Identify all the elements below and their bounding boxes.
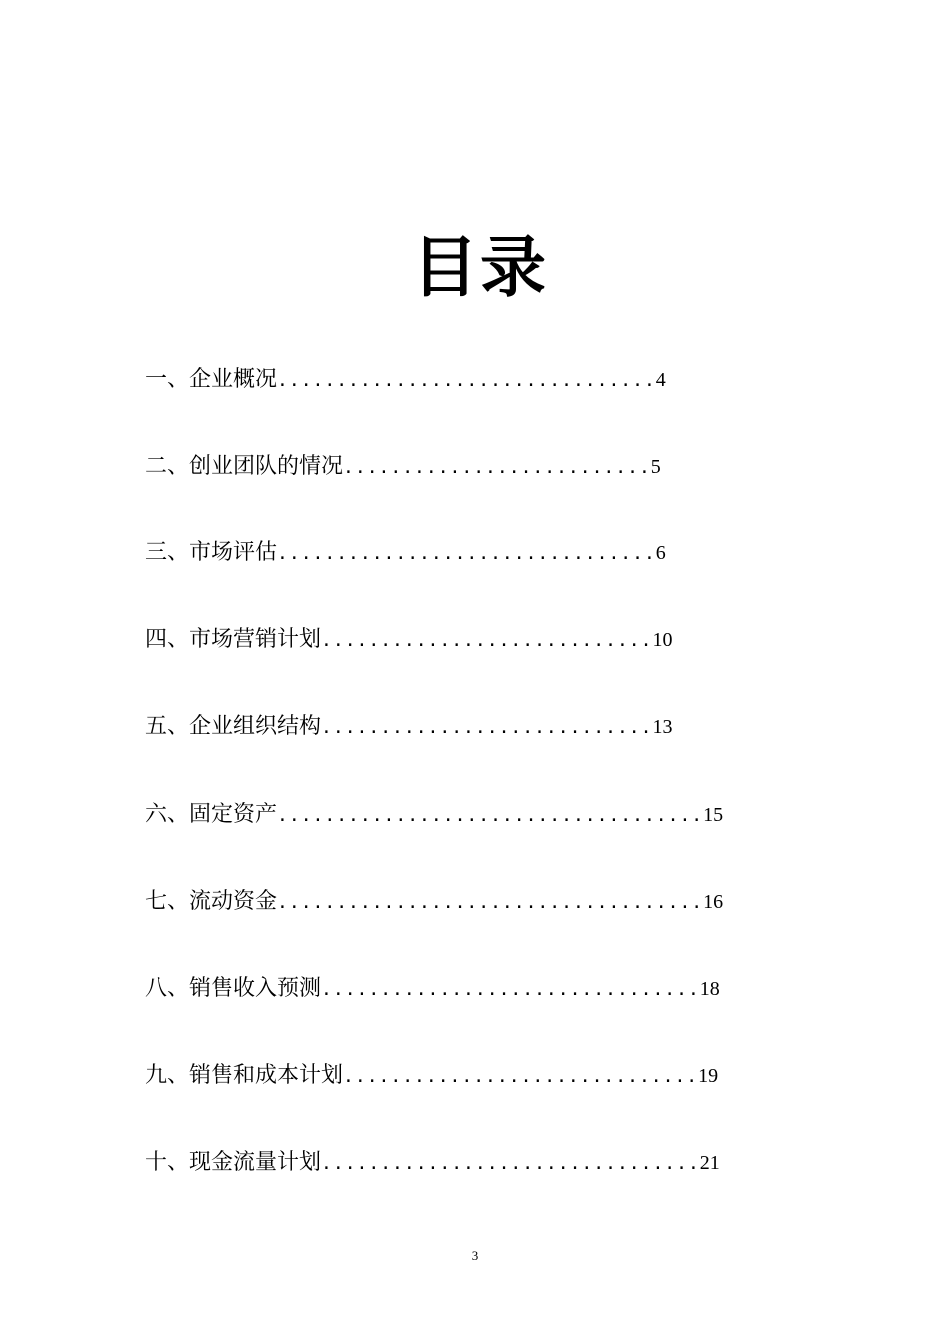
toc-leader-dots: ................................ <box>321 1153 700 1174</box>
toc-leader-dots: .............................. <box>343 1066 699 1087</box>
toc-page-number: 13 <box>652 716 673 738</box>
toc-page-number: 15 <box>703 804 724 826</box>
toc-entry-label: 四、市场营销计划 <box>145 627 322 652</box>
toc-entry-label: 六、固定资产 <box>145 802 278 827</box>
toc-leader-dots: ............................ <box>321 717 653 738</box>
toc-page-number: 6 <box>655 542 666 564</box>
toc-entry[interactable] <box>145 535 666 571</box>
toc-leader-dots: .................................... <box>277 892 704 913</box>
toc-page-number: 10 <box>652 629 673 651</box>
toc-entry-label: 三、市场评估 <box>145 540 278 565</box>
toc-entry-label: 一、企业概况 <box>145 367 278 392</box>
toc-leader-dots: ................................ <box>321 979 700 1000</box>
toc-entry[interactable] <box>145 797 723 833</box>
toc-entry[interactable] <box>145 362 666 398</box>
toc-page-number: 4 <box>655 369 666 391</box>
toc-entry[interactable] <box>145 884 723 920</box>
toc-entry[interactable] <box>145 1145 720 1181</box>
toc-leader-dots: ................................ <box>277 370 656 391</box>
toc-entry[interactable] <box>145 1058 718 1094</box>
toc-page-number: 18 <box>699 978 720 1000</box>
toc-leader-dots: .......................... <box>343 457 651 478</box>
toc-entry-label: 五、企业组织结构 <box>145 714 322 739</box>
toc-entry[interactable] <box>145 449 661 485</box>
toc-entry-label: 十、现金流量计划 <box>145 1150 322 1175</box>
toc-entry-label: 七、流动资金 <box>145 889 278 914</box>
toc-page-number: 5 <box>650 456 661 478</box>
toc-page-number: 21 <box>699 1152 720 1174</box>
toc-entry-label: 九、销售和成本计划 <box>145 1063 344 1088</box>
toc-entry[interactable] <box>145 971 720 1007</box>
toc-leader-dots: ............................ <box>321 630 653 651</box>
toc-entry-label: 八、销售收入预测 <box>145 976 322 1001</box>
page-title: 目录 <box>412 229 548 306</box>
toc-page-number: 19 <box>698 1065 719 1087</box>
toc-entry[interactable] <box>145 622 672 658</box>
toc-leader-dots: ................................ <box>277 543 656 564</box>
toc-page-number: 16 <box>703 891 724 913</box>
toc-entry[interactable] <box>145 709 672 745</box>
toc-entry-label: 二、创业团队的情况 <box>145 454 344 479</box>
page-number: 3 <box>471 1248 479 1263</box>
toc-leader-dots: .................................... <box>277 805 704 826</box>
